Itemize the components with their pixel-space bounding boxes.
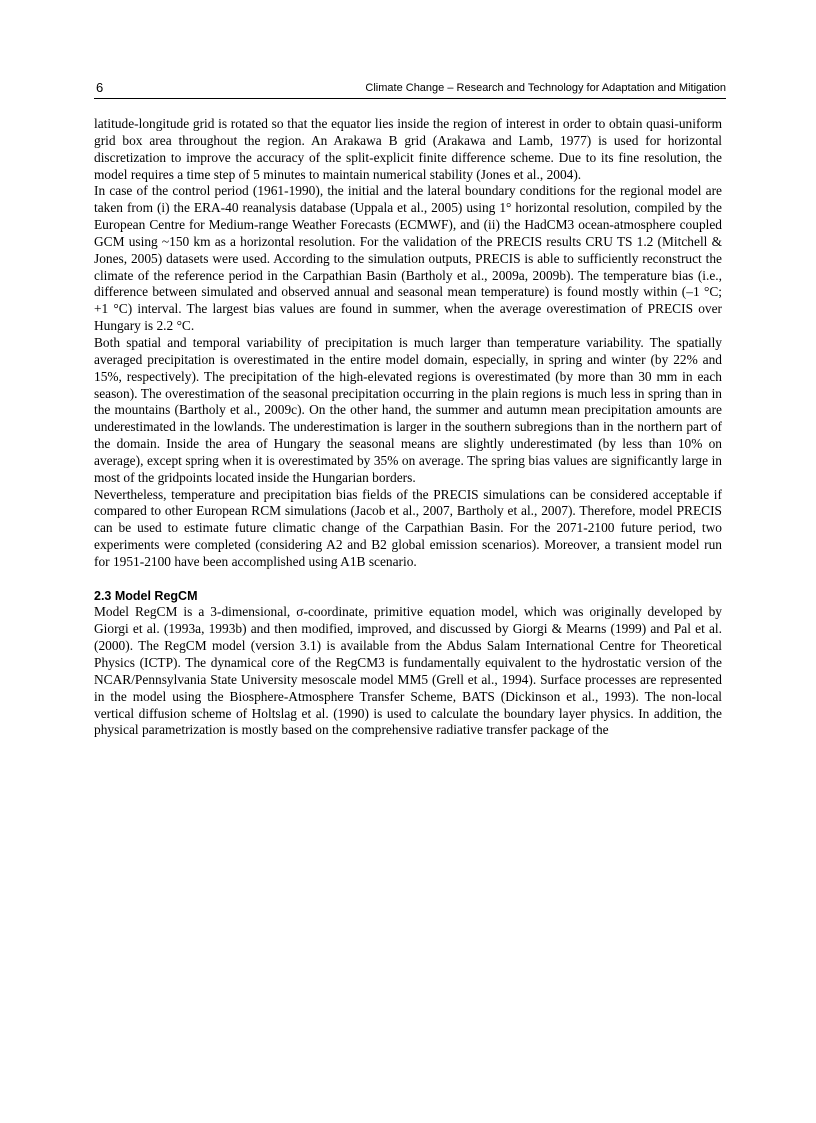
section-heading: 2.3 Model RegCM [94, 588, 198, 603]
paragraph-control-period: In case of the control period (1961-1990), the initial and the lateral boundary conditions for the regional model are taken from (i) the ERA-40 reanalysis database (Uppala et al., 2005) using 1° horizontal resolution, compiled by the European Centre for Medium-range Weather Forecasts (ECMWF), and (ii) the HadCM3 ocean-atmosphere coupled GCM using ~150 km as a horizontal resolution. For the validation of the PRECIS results CRU TS 1.2 (Mitchell & Jones, 2005) datasets were used. According to the simulation outputs, PRECIS is able to sufficiently reconstruct the climate of the reference period in the Carpathian Basin (Bartholy et al., 2009a, 2009b). The temperature bias (i.e., difference between simulated and observed annual and seasonal mean temperature) is found mostly within (–1 °C; +1 °C) interval. The largest bias values are found in summer, when the average overestimation of PRECIS over Hungary is 2.2 °C. [94, 183, 722, 334]
running-title: Climate Change – Research and Technology for Adaptation and Mitigation [365, 82, 726, 94]
page-header [94, 80, 726, 99]
page-number: 6 [96, 80, 104, 95]
paragraph-bias-conclusion: Nevertheless, temperature and precipitation bias fields of the PRECIS simulations can be considered acceptable if compared to other European RCM simulations (Jacob et al., 2007, Bartholy et al., 2007). Therefore, model PRECIS can be used to estimate future climatic change of the Carpathian Basin. For the 2071-2100 future period, two experiments were completed (considering A2 and B2 global emission scenarios). Moreover, a transient model run for 1951-2100 have been accomplished using A1B scenario. [94, 486, 722, 569]
body-text [94, 116, 722, 739]
paragraph-regcm: Model RegCM is a 3-dimensional, σ-coordinate, primitive equation model, which was originally developed by Giorgi et al. (1993a, 1993b) and then modified, improved, and discussed by Giorgi & Mearns (1999) and Pal et al. (2000). The RegCM model (version 3.1) is available from the Abdus Salam International Centre for Theoretical Physics (ICTP). The dynamical core of the RegCM3 is fundamentally equivalent to the hydrostatic version of the NCAR/Pennsylvania State University mesoscale model MM5 (Grell et al., 1994). Surface processes are represented in the model using the Biosphere-Atmosphere Transfer Scheme, BATS (Dickinson et al., 1993). The non-local vertical diffusion scheme of Holtslag et al. (1990) is used to calculate the boundary layer physics. In addition, the physical parametrization is mostly based on the comprehensive radiative transfer package of the [94, 604, 722, 738]
paragraph-grid-rotation: latitude-longitude grid is rotated so that the equator lies inside the region of interest in order to obtain quasi-uniform grid box area throughout the region. An Arakawa B grid (Arakawa and Lamb, 1977) is used for horizontal discretization to improve the accuracy of the split-explicit finite difference scheme. Due to its fine resolution, the model requires a time step of 5 minutes to maintain numerical stability (Jones et al., 2004). [94, 116, 722, 182]
paragraph-precipitation-variability: Both spatial and temporal variability of precipitation is much larger than temperature variability. The spatially averaged precipitation is overestimated in the entire model domain, especially, in spring and winter (by 22% and 15%, respectively). The precipitation of the high-elevated regions is overestimated (by more than 30 mm in each season). The overestimation of the seasonal precipitation occurring in the plain regions is much less in spring than in the mountains (Bartholy et al., 2009c). On the other hand, the summer and autumn mean precipitation amounts are underestimated in the lowlands. The underestimation is larger in the southern subregions than in the northern part of the domain. Inside the area of Hungary the seasonal means are slightly underestimated (by less than 10% on average), except spring when it is overestimated by 35% on average. The spring bias values are significantly large in most of the gridpoints located inside the Hungarian borders. [94, 334, 722, 485]
